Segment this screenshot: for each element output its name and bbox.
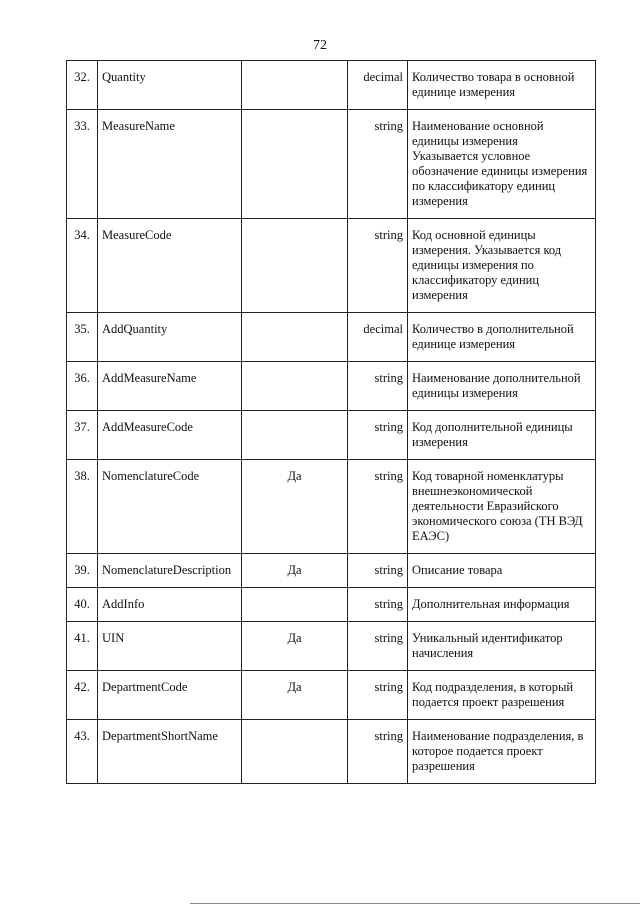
row-number: 36.: [67, 362, 98, 411]
row-number: 34.: [67, 219, 98, 313]
field-type: string: [348, 720, 408, 784]
table-row: [67, 61, 596, 110]
field-description: Код дополнительной единицы измерения: [408, 411, 596, 460]
row-number: 39.: [67, 554, 98, 588]
field-name: UIN: [98, 622, 242, 671]
page-number: 72: [313, 38, 327, 53]
table-row: [67, 554, 596, 588]
field-name: NomenclatureCode: [98, 460, 242, 554]
field-description: Дополнительная информация: [408, 588, 596, 622]
field-name: AddMeasureCode: [98, 411, 242, 460]
table-row: [67, 671, 596, 720]
table-row: [67, 313, 596, 362]
row-number: 43.: [67, 720, 98, 784]
field-required: [242, 588, 348, 622]
row-number: 35.: [67, 313, 98, 362]
table-row: [67, 460, 596, 554]
field-required: [242, 362, 348, 411]
field-type: string: [348, 460, 408, 554]
row-number: 41.: [67, 622, 98, 671]
field-type: decimal: [348, 61, 408, 110]
field-type: string: [348, 671, 408, 720]
field-required: Да: [242, 554, 348, 588]
field-required: [242, 61, 348, 110]
field-type: string: [348, 362, 408, 411]
field-description: Код подразделения, в который подается проект разрешения: [408, 671, 596, 720]
field-required: [242, 313, 348, 362]
field-required: Да: [242, 671, 348, 720]
field-name: AddMeasureName: [98, 362, 242, 411]
row-number: 32.: [67, 61, 98, 110]
row-number: 33.: [67, 110, 98, 219]
field-description: Наименование подразделения, в которое подается проект разрешения: [408, 720, 596, 784]
field-type: string: [348, 554, 408, 588]
field-required: Да: [242, 622, 348, 671]
table-row: [67, 219, 596, 313]
field-required: [242, 219, 348, 313]
field-required: Да: [242, 460, 348, 554]
field-required: [242, 411, 348, 460]
field-description: Описание товара: [408, 554, 596, 588]
table-row: [67, 588, 596, 622]
field-type: string: [348, 622, 408, 671]
field-name: DepartmentShortName: [98, 720, 242, 784]
table-row: [67, 411, 596, 460]
field-description: Количество товара в основной единице измерения: [408, 61, 596, 110]
field-name: AddQuantity: [98, 313, 242, 362]
field-required: [242, 720, 348, 784]
field-type: decimal: [348, 313, 408, 362]
field-name: MeasureName: [98, 110, 242, 219]
field-description: Количество в дополнительной единице измерения: [408, 313, 596, 362]
field-description: Код основной единицы измерения. Указывается код единицы измерения по классификатору единиц измерения: [408, 219, 596, 313]
field-name: NomenclatureDescription: [98, 554, 242, 588]
field-description: Наименование основной единицы измерения Указывается условное обозначение единицы измерения по классификатору единиц измерения: [408, 110, 596, 219]
table-row: [67, 362, 596, 411]
field-name: Quantity: [98, 61, 242, 110]
row-number: 40.: [67, 588, 98, 622]
field-type: string: [348, 110, 408, 219]
fields-table: [66, 60, 596, 784]
field-name: AddInfo: [98, 588, 242, 622]
row-number: 38.: [67, 460, 98, 554]
field-description: Уникальный идентификатор начисления: [408, 622, 596, 671]
field-type: string: [348, 411, 408, 460]
field-description: Код товарной номенклатуры внешнеэкономической деятельности Евразийского экономического союза (ТН ВЭД ЕАЭС): [408, 460, 596, 554]
table-body: [67, 61, 596, 784]
bottom-rule: [190, 903, 640, 904]
row-number: 42.: [67, 671, 98, 720]
field-required: [242, 110, 348, 219]
field-type: string: [348, 219, 408, 313]
table-row: [67, 720, 596, 784]
row-number: 37.: [67, 411, 98, 460]
table-row: [67, 110, 596, 219]
field-type: string: [348, 588, 408, 622]
field-name: DepartmentCode: [98, 671, 242, 720]
field-name: MeasureCode: [98, 219, 242, 313]
table-row: [67, 622, 596, 671]
field-description: Наименование дополнительной единицы измерения: [408, 362, 596, 411]
